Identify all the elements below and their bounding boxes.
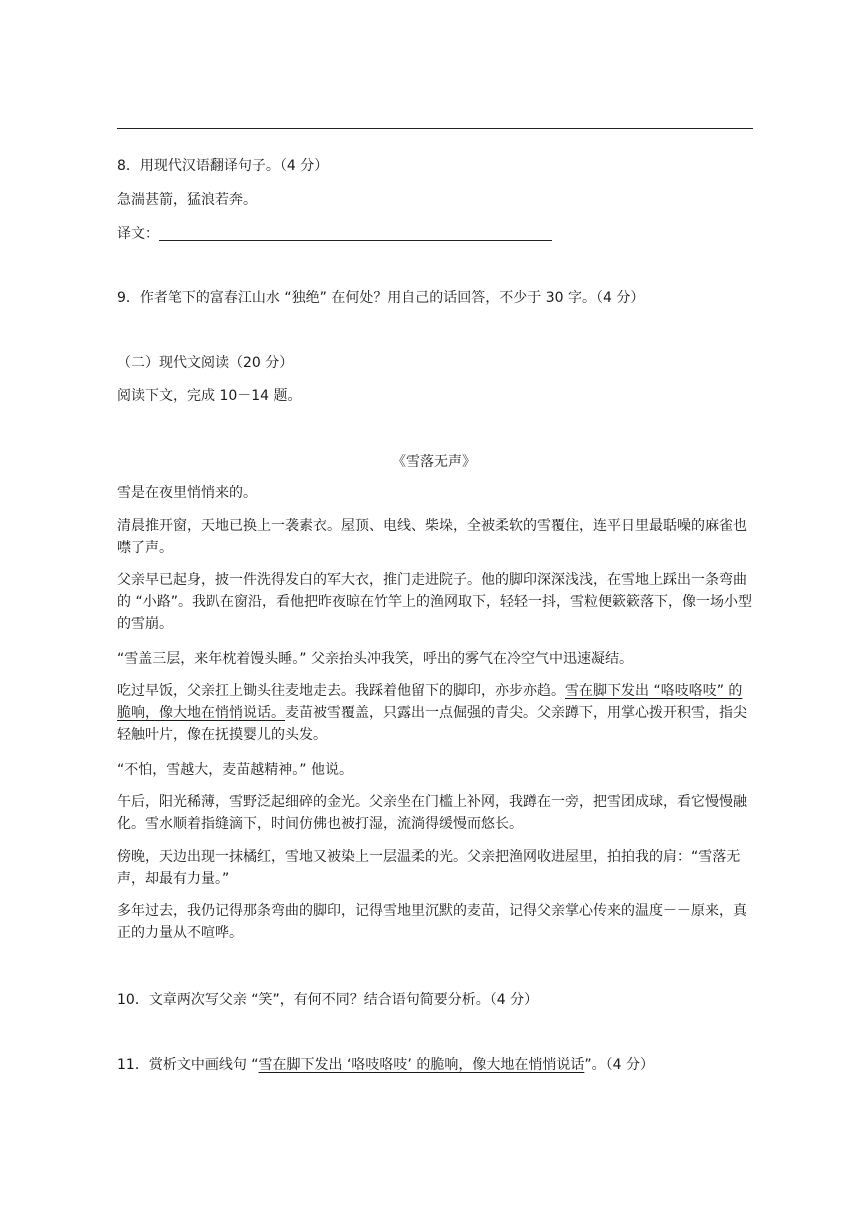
article-paragraph-4: “雪盖三层，来年枕着馒头睡。” 父亲抬头冲我笑，呼出的雾气在冷空气中迅速凝结。 — [117, 651, 633, 667]
question-8-answer-line — [117, 223, 552, 243]
underlined-sentence: 雪在脚下发出 “咯吱咯吱” 的脆响，像大地在悄悄说话。 — [117, 683, 743, 721]
article-paragraph-9: 多年过去，我仍记得那条弯曲的脚印，记得雪地里沉默的麦苗，记得父亲掌心传来的温度－－原来，真正的力量从不喧哗。 — [117, 903, 747, 941]
top-divider — [117, 128, 753, 129]
question-11-prefix: 11．赏析文中画线句 “ — [117, 1057, 259, 1073]
paragraph-5-text-end: 麦苗被雪覆盖，只露出一点倔强的青尖。父亲蹲下，用掌心拨开积雪，指尖轻触叶片，像在抚摸婴儿的头发。 — [117, 705, 747, 743]
paragraph-5-text-start: 吃过早饭，父亲扛上锄头往麦地走去。我踩着他留下的脚印，亦步亦趋。 — [117, 683, 565, 699]
question-8-prompt: 8．用现代汉语翻译句子。（4 分） — [117, 158, 329, 174]
answer-blank — [159, 226, 552, 241]
question-8-sentence: 急湍甚箭，猛浪若奔。 — [117, 192, 257, 208]
question-11-suffix: ”。（4 分） — [584, 1057, 654, 1073]
question-11-prompt — [117, 1054, 654, 1074]
question-9-prompt: 9．作者笔下的富春江山水 “独绝” 在何处？用自己的话回答，不少于 30 字。（4 分） — [117, 290, 645, 306]
answer-label: 译文： — [117, 226, 159, 242]
article-paragraph-6: “不怕，雪越大，麦苗越精神。” 他说。 — [117, 762, 353, 778]
article-paragraph-7: 午后，阳光稀薄，雪野泛起细碎的金光。父亲坐在门槛上补网，我蹲在一旁，把雪团成球，看它慢慢融化。雪水顺着指缝滴下，时间仿佛也被打湿，流淌得缓慢而悠长。 — [117, 794, 747, 832]
article-paragraph-2: 清晨推开窗，天地已换上一袭素衣。屋顶、电线、柴垛，全被柔软的雪覆住，连平日里最聒噪的麻雀也噤了声。 — [117, 518, 747, 556]
article-paragraph-1: 雪是在夜里悄悄来的。 — [117, 485, 257, 501]
question-10-prompt: 10．文章两次写父亲 “笑”，有何不同？结合语句简要分析。（4 分） — [117, 992, 539, 1008]
section-instruction: 阅读下文，完成 10－14 题。 — [117, 388, 302, 404]
article-paragraph-8: 傍晚，天边出现一抹橘红，雪地又被染上一层温柔的光。父亲把渔网收进屋里，拍拍我的肩：“雪落无声，却最有力量。” — [117, 849, 741, 887]
question-11-quote: 雪在脚下发出 ‘咯吱咯吱’ 的脆响，像大地在悄悄说话 — [258, 1057, 585, 1073]
article-title: 《雪落无声》 — [392, 454, 476, 470]
article-paragraph-3: 父亲早已起身，披一件洗得发白的军大衣，推门走进院子。他的脚印深深浅浅，在雪地上踩出一条弯曲的 “小路”。我趴在窗沿，看他把昨夜晾在竹竿上的渔网取下，轻轻一抖，雪粒便簌簌落下，像一场小型的雪崩。 — [117, 572, 752, 632]
article-paragraph-5 — [117, 680, 753, 746]
section-heading: （二）现代文阅读（20 分） — [117, 355, 294, 371]
